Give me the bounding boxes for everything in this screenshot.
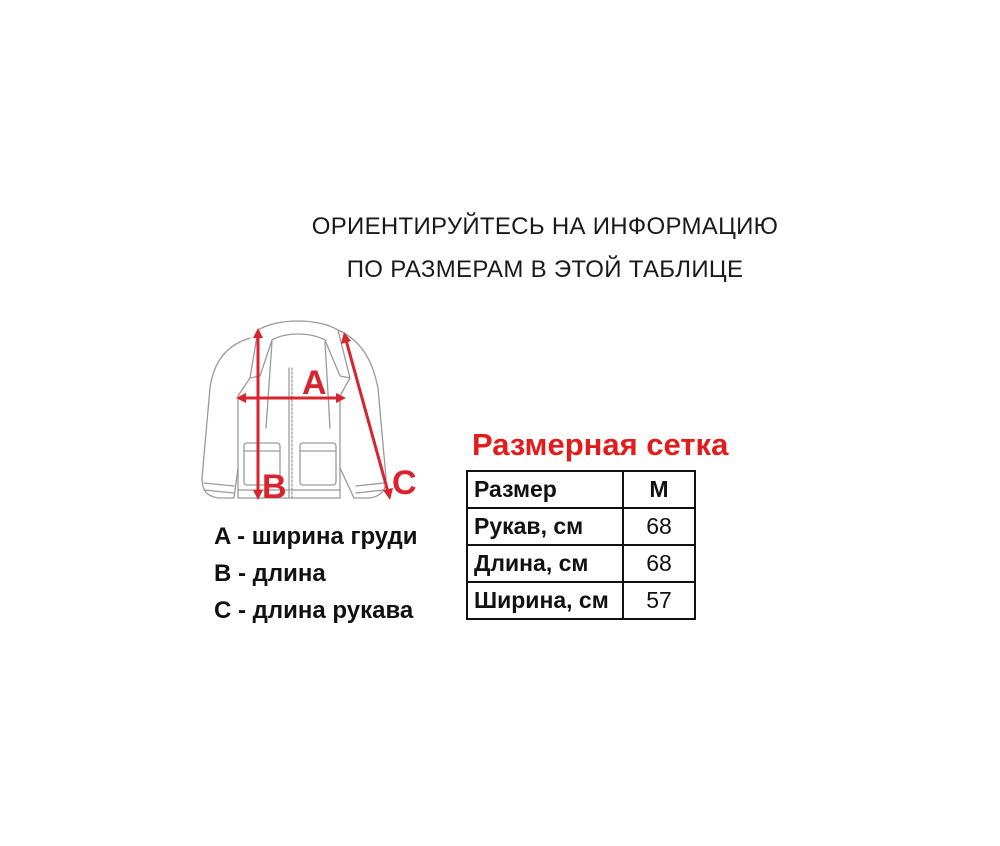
legend-item-c: C - длина рукава [214, 597, 414, 624]
label-a: A [302, 364, 327, 402]
jacket-outline [202, 321, 386, 498]
header-line-2: ПО РАЗМЕРАМ В ЭТОЙ ТАБЛИЦЕ [346, 256, 744, 283]
label-b: B [262, 468, 287, 506]
measurement-lines [236, 328, 393, 500]
label-c: C [392, 464, 417, 502]
row-label: Длина, см [467, 545, 623, 582]
size-chart-title: Размерная сетка [472, 427, 729, 462]
measurement-labels [262, 364, 417, 506]
row-label: Рукав, см [467, 508, 623, 545]
row-value: 68 [623, 545, 695, 582]
row-label: Ширина, см [467, 582, 623, 619]
legend-item-b: B - длина [214, 560, 326, 587]
row-value: 57 [623, 582, 695, 619]
table-row [467, 508, 695, 545]
legend-item-a: A - ширина груди [214, 523, 418, 550]
header-cell-label: Размер [467, 471, 623, 508]
table-header-row [467, 471, 695, 508]
measurement-legend [214, 518, 418, 629]
row-value: 68 [623, 508, 695, 545]
table-row [467, 582, 695, 619]
table-row [467, 545, 695, 582]
header-line-1: ОРИЕНТИРУЙТЕСЬ НА ИНФОРМАЦИЮ [311, 213, 779, 240]
size-chart-table [466, 470, 696, 620]
header-cell-size: M [623, 471, 695, 508]
jacket-measurement-diagram [190, 318, 430, 518]
